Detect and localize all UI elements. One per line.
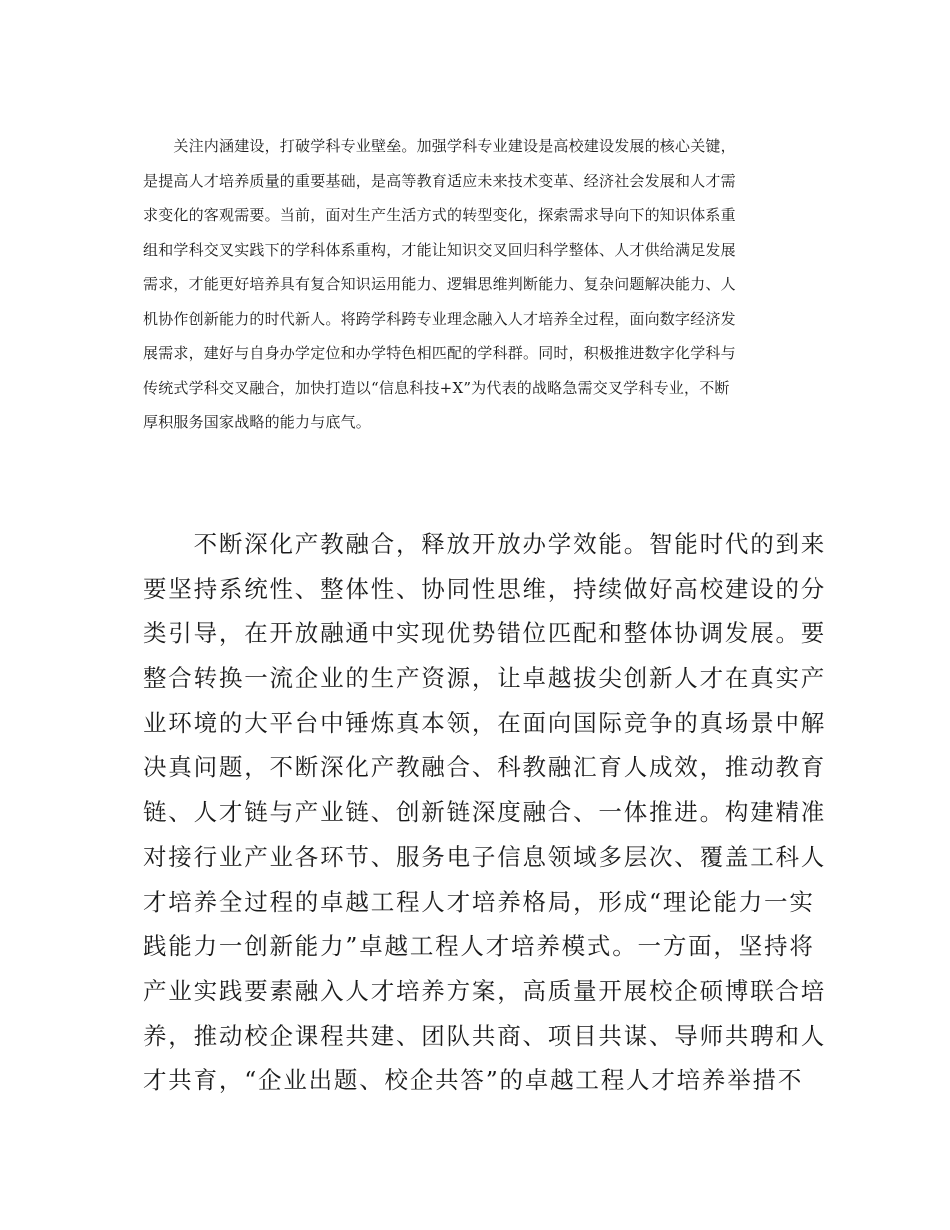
- paragraph-line: 整合转换一流企业的生产资源，让卓越拔尖创新人才在真实产: [143, 664, 827, 693]
- paragraph-line: 需求，才能更好培养具有复合知识运用能力、逻辑思维判断能力、复杂问题解决能力、人: [143, 275, 736, 293]
- paragraph-line: 关注内涵建设，打破学科专业壁垒。加强学科专业建设是高校建设发展的核心关键，: [143, 137, 736, 155]
- paragraph-line: 不断深化产教融合，释放开放办学效能。智能时代的到来: [143, 530, 827, 558]
- paragraph-line: 决真问题，不断深化产教融合、科教融汇育人成效，推动教育: [143, 753, 827, 782]
- paragraph-line: 展需求，建好与自身办学定位和办学特色相匹配的学科群。同时，积极推进数字化学科与: [143, 344, 736, 362]
- paragraph-line: 对接行业产业各环节、服务电子信息领域多层次、覆盖工科人: [143, 842, 827, 871]
- paragraph-line: 组和学科交叉实践下的学科体系重构，才能让知识交叉回归科学整体、人才供给满足发展: [143, 240, 736, 259]
- paragraph-discipline-construction: [143, 129, 736, 440]
- paragraph-line: 要坚持系统性、整体性、协同性思维，持续做好高校建设的分: [143, 574, 827, 603]
- paragraph-line: 求变化的客观需要。当前，面对生产生活方式的转型变化，探索需求导向下的知识体系重: [143, 206, 736, 224]
- paragraph-line: 厚积服务国家战略的能力与底气。: [143, 413, 372, 431]
- paragraph-line: 才共育，“企业出题、校企共答”的卓越工程人才培养举措不: [143, 1066, 804, 1095]
- paragraph-line: 产业实践要素融入人才培养方案，高质量开展校企硕博联合培: [143, 976, 827, 1005]
- paragraph-line: 业环境的大平台中锤炼真本领，在面向国际竞争的真场景中解: [143, 708, 827, 737]
- paragraph-line: 机协作创新能力的时代新人。将跨学科跨专业理念融入人才培养全过程，面向数字经济发: [143, 309, 736, 328]
- paragraph-line: 是提高人才培养质量的重要基础，是高等教育适应未来技术变革、经济社会发展和人才需: [143, 171, 736, 190]
- paragraph-line: 类引导，在开放融通中实现优势错位匹配和整体协调发展。要: [143, 619, 827, 648]
- paragraph-line: 链、人才链与产业链、创新链深度融合、一体推进。构建精准: [143, 798, 827, 827]
- paragraph-line: 养，推动校企课程共建、团队共商、项目共谋、导师共聘和人: [143, 1021, 827, 1050]
- paragraph-line: 践能力一创新能力”卓越工程人才培养模式。一方面，坚持将: [143, 932, 815, 961]
- paragraph-line: 才培养全过程的卓越工程人才培养格局，形成“理论能力一实: [143, 887, 815, 916]
- paragraph-line: 传统式学科交叉融合，加快打造以“信息科技+X”为代表的战略急需交叉学科专业，不断: [143, 378, 730, 397]
- paragraph-industry-education-integration: [143, 522, 826, 1103]
